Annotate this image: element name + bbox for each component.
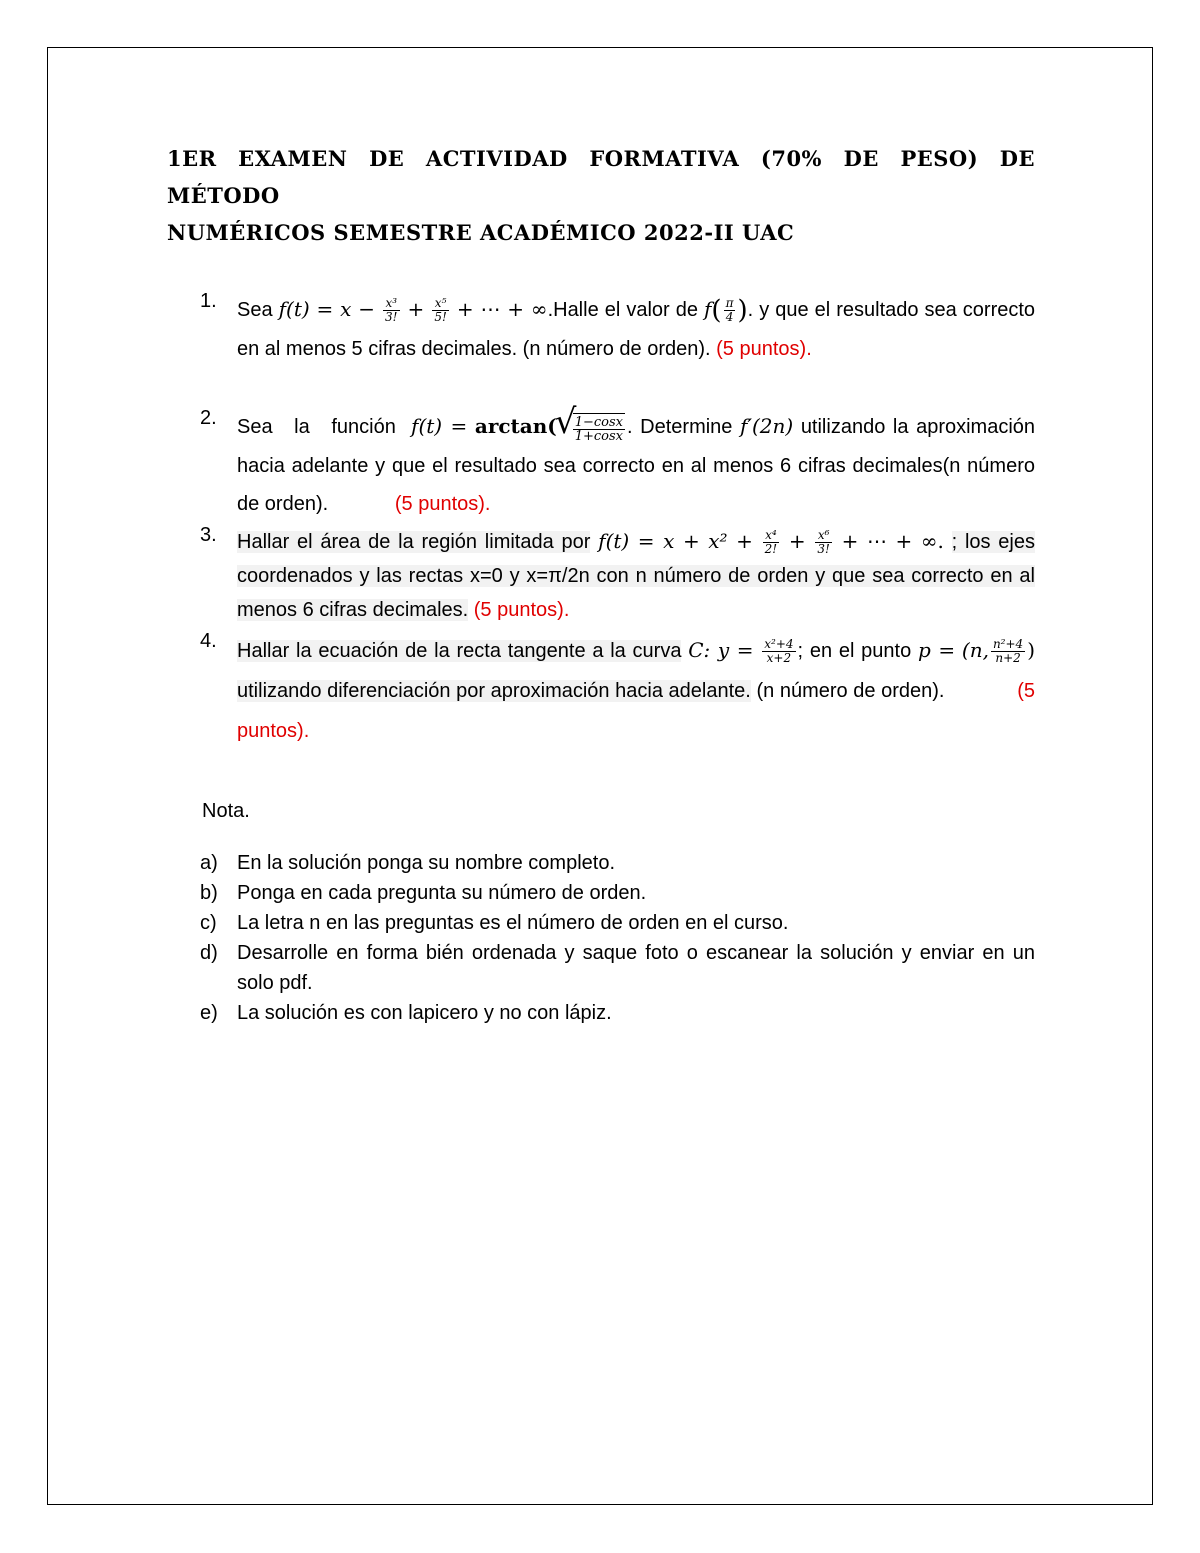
list-item: b) Ponga en cada pregunta su número de orden. xyxy=(200,882,647,904)
math-expression: + ⋯ + ∞ xyxy=(456,297,548,321)
fraction: $\frac{\text{x²+4}}{x+2}$ xyxy=(764,637,794,666)
points-label: (5 puntos). xyxy=(716,337,812,360)
question-4 xyxy=(200,630,1035,751)
list-item: c) La letra n en las preguntas es el número de orden en el curso. xyxy=(200,912,789,934)
question-body: Sea la función f(t) = arctan( √ $\frac{1-\cos x}{1+\cos x}$ . Determine f′(2n) utilizando la aproximación hacia adelante y que el resultado sea correcto en al menos 6 cifras decimales(n número de orden). (5 puntos). xyxy=(237,407,1035,523)
fraction: $\frac{\text{n²+4}}{n+2}$ xyxy=(992,637,1024,666)
nota-heading: Nota. xyxy=(202,800,250,822)
exam-title-line1: 1ER EXAMEN DE ACTIVIDAD FORMATIVA (70% DE PESO) DE MÉTODO xyxy=(167,146,1035,208)
math-expression: + ⋯ + ∞. xyxy=(841,529,944,553)
math-expression: f′(2n) xyxy=(740,414,794,438)
list-item: a) En la solución ponga su nombre completo. xyxy=(200,852,616,874)
fraction: $\frac{\text{x⁵}}{5!}$ xyxy=(434,296,447,325)
question-body: Hallar la ecuación de la recta tangente a la curva C: y = $\frac{\text{x²+4}}{x+2}$ ; en el punto p = (n, $\frac{\text{n²+4}}{n+2}$ ) utilizando diferenciación por aproximación hacia adelante. (n número de orden). (5 puntos). xyxy=(237,637,1036,742)
fraction: $\frac{\text{x³}}{3!}$ xyxy=(385,296,398,325)
page-border xyxy=(47,47,1153,1505)
fraction: $\frac{\pi}{4}$ xyxy=(725,296,734,325)
notes-list xyxy=(200,848,1035,1028)
question-number: 2. xyxy=(200,407,217,429)
list-item: d) Desarrolle en forma bién ordenada y saque foto o escanear la solución y enviar en un solo pdf. xyxy=(200,942,1035,994)
math-expression: f(t) = xyxy=(411,414,468,438)
question-number: 4. xyxy=(200,630,217,652)
fraction: $\frac{\text{x⁴}}{2!}$ xyxy=(764,528,778,557)
sqrt-expression: √ $\frac{1-\cos x}{1+\cos x}$ xyxy=(557,409,627,447)
points-label: (5 puntos). xyxy=(394,492,491,515)
question-1 xyxy=(200,290,1035,368)
question-number: 3. xyxy=(200,524,217,546)
points-label: (5 puntos). xyxy=(237,680,1036,742)
math-expression: f(t) = x + x² + xyxy=(598,529,753,553)
fraction: $\frac{\text{x⁶}}{3!}$ xyxy=(817,528,830,557)
question-body: Hallar el área de la región limitada por f(t) = x + x² + $\frac{\text{x⁴}}{2!}$ + $\frac{\text{x⁶}}{3!}$ + ⋯ + ∞. ; los ejes coordenados y las rectas x=0 y x=π/2n con n número de orden y que sea correcto en al menos 6 cifras decimales. (5 puntos). xyxy=(237,528,1035,621)
question-body: Sea f(t) = x − $\frac{\text{x³}}{3!}$ + $\frac{\text{x⁵}}{5!}$ + ⋯ + ∞.Halle el valor de f( $\frac{\pi}{4}$ ). y que el resultado sea correcto en al menos 5 cifras decimales. (n número de orden). (5 puntos). xyxy=(237,295,1036,360)
exam-title xyxy=(167,140,1035,251)
math-expression: C: y = xyxy=(688,638,754,662)
question-number: 1. xyxy=(200,290,217,312)
list-item: e) La solución es con lapicero y no con lápiz. xyxy=(200,1002,612,1024)
question-3 xyxy=(200,524,1035,627)
question-intro: Sea xyxy=(237,299,273,321)
question-2 xyxy=(200,407,1035,523)
math-expression: f(t) = x − xyxy=(278,297,375,321)
points-label: (5 puntos). xyxy=(473,599,570,621)
exam-title-line2: NUMÉRICOS SEMESTRE ACADÉMICO 2022-II UAC xyxy=(167,220,795,245)
